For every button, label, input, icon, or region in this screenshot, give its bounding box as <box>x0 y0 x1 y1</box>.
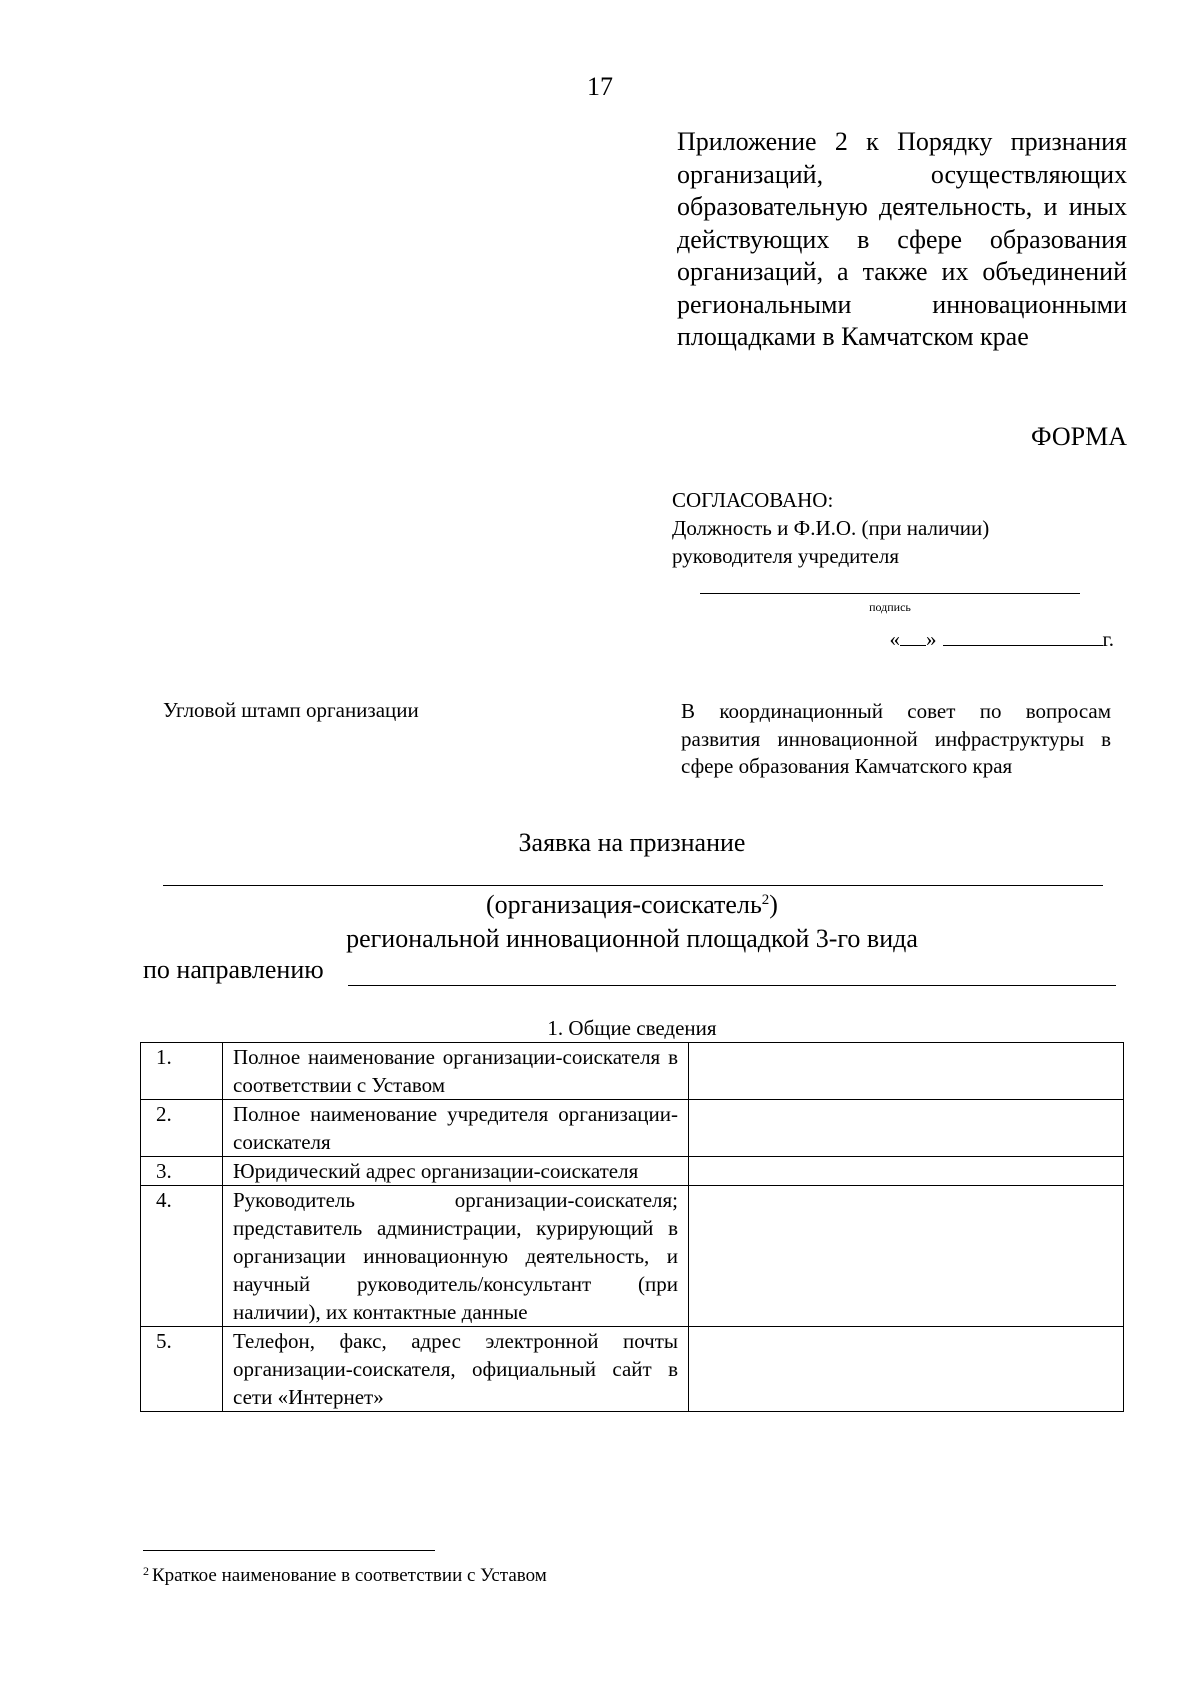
footnote-mark: 2 <box>143 1564 149 1578</box>
section-title: 1. Общие сведения <box>547 1016 717 1040</box>
table-row <box>141 1157 1124 1186</box>
approval-founder-line: руководителя учредителя <box>672 544 900 568</box>
table-row <box>141 1327 1124 1412</box>
recipient-block: В координационный совет по вопросам развития инновационной инфраструктуры в сфере образования Камчатского края <box>681 699 1111 778</box>
date-day-blank <box>900 645 926 646</box>
row-value-field[interactable] <box>689 1157 1124 1186</box>
organization-caption-close: ) <box>769 890 778 919</box>
approval-date-line <box>890 627 1115 652</box>
row-description: Телефон, факс, адрес электронной почты организации-соискателя, официальный сайт в сети «Интернет» <box>223 1327 689 1412</box>
general-info-table <box>140 1042 1124 1412</box>
footnote-separator <box>143 1550 435 1551</box>
row-value-field[interactable] <box>689 1043 1124 1100</box>
table-row <box>141 1186 1124 1327</box>
row-value-field[interactable] <box>689 1100 1124 1157</box>
signature-line <box>700 593 1080 594</box>
footnote <box>143 1564 547 1587</box>
ria-type-line: региональной инновационной площадкой 3-го вида <box>346 924 918 953</box>
row-value-field[interactable] <box>689 1327 1124 1412</box>
row-description: Полное наименование организации-соискателя в соответствии с Уставом <box>223 1043 689 1100</box>
date-year-suffix: г. <box>1102 627 1114 651</box>
row-number: 2. <box>141 1100 223 1157</box>
row-description: Полное наименование учредителя организации-соискателя <box>223 1100 689 1157</box>
approval-block <box>672 486 1132 570</box>
row-number: 3. <box>141 1157 223 1186</box>
date-close-quote: » <box>926 627 937 651</box>
row-description: Юридический адрес организации-соискателя <box>223 1157 689 1186</box>
approval-position-line: Должность и Ф.И.О. (при наличии) <box>672 516 990 540</box>
signature-caption: подпись <box>869 600 911 614</box>
page-number: 17 <box>587 72 613 101</box>
footnote-reference: 2 <box>761 892 770 908</box>
direction-label: по направлению <box>143 955 324 984</box>
footnote-text: Краткое наименование в соответствии с Уставом <box>152 1565 547 1586</box>
row-number: 4. <box>141 1186 223 1327</box>
organization-caption <box>0 890 1200 920</box>
table-row <box>141 1043 1124 1100</box>
date-month-year-blank <box>943 645 1103 646</box>
appendix-heading: Приложение 2 к Порядку признания организаций, осуществляющих образовательную деятельность, и иных действующих в сфере образования организаций, а также их объединений региональными инновационными площадками в Камчатском крае <box>677 127 1127 351</box>
form-label: ФОРМА <box>1031 422 1127 451</box>
organization-blank-line <box>163 885 1103 886</box>
row-number: 5. <box>141 1327 223 1412</box>
row-description: Руководитель организации-соискателя; представитель администрации, курирующий в организации инновационную деятельность, и научный руководитель/консультант (при наличии), их контактные данные <box>223 1186 689 1327</box>
date-open-quote: « <box>889 627 900 651</box>
direction-blank-line <box>348 985 1116 986</box>
corner-stamp-label: Угловой штамп организации <box>163 698 419 722</box>
organization-caption-text: (организация-соискатель <box>486 890 762 919</box>
row-number: 1. <box>141 1043 223 1100</box>
row-value-field[interactable] <box>689 1186 1124 1327</box>
table-row <box>141 1100 1124 1157</box>
approval-title: СОГЛАСОВАНО: <box>672 488 834 512</box>
application-title: Заявка на признание <box>518 828 746 857</box>
